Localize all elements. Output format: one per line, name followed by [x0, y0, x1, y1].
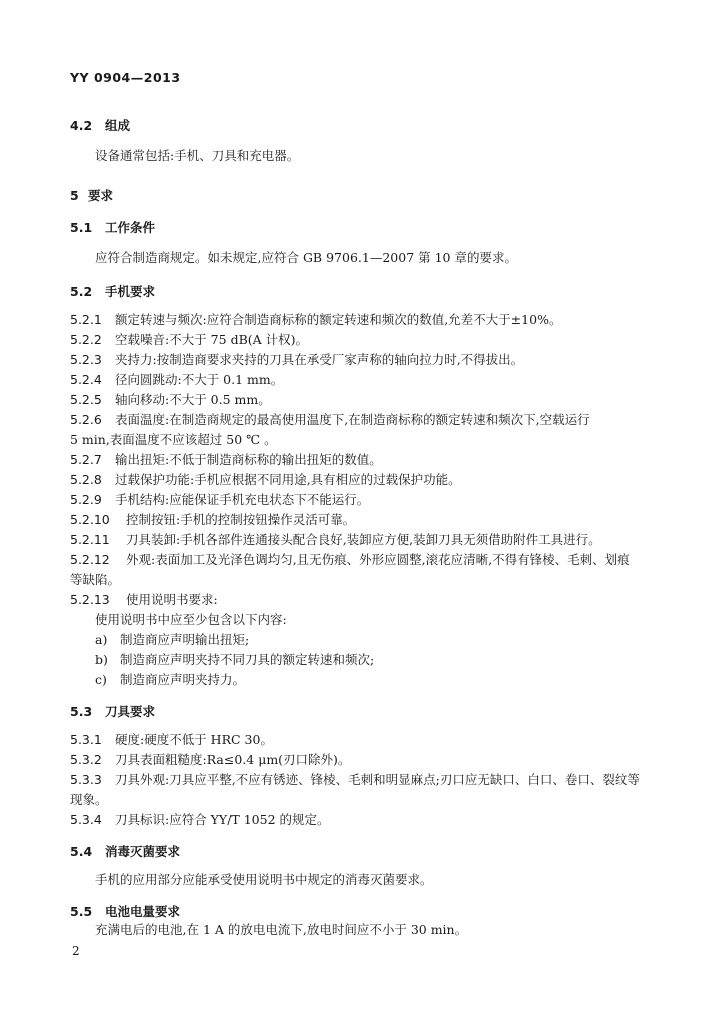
clause-text: 控制按钮:手机的控制按钮操作灵活可靠。	[126, 512, 356, 527]
clause-continuation: 等缺陷。	[70, 572, 121, 587]
list-text: 制造商应声明夹持力。	[120, 672, 246, 687]
clause-5-2-6	[70, 410, 632, 430]
section-number: 5.2	[70, 284, 93, 299]
clause-text: 表面温度:在制造商规定的最高使用温度下,在制造商标称的额定转速和频次下,空载运行	[115, 412, 590, 427]
clause-continuation: 5 min,表面温度不应该超过 50 ℃ 。	[70, 432, 277, 447]
section-number: 5.3	[70, 704, 93, 719]
clause-number: 5.3.4	[70, 812, 102, 827]
clause-5-3-1	[70, 730, 632, 750]
clause-text: 额定转速与频次:应符合制造商标称的额定转速和频次的数值,允差不大于±10%。	[115, 312, 562, 327]
clause-text: 轴向移动:不大于 0.5 mm。	[115, 392, 271, 407]
manual-intro: 使用说明书中应至少包含以下内容:	[95, 612, 287, 627]
section-title: 工作条件	[105, 220, 156, 235]
clause-number: 5.2.4	[70, 372, 102, 387]
list-text: 制造商应声明夹持不同刀具的额定转速和频次;	[120, 652, 375, 667]
clause-5-2-9	[70, 490, 632, 510]
section-number: 4.2	[70, 118, 93, 133]
clause-number: 5.3.1	[70, 732, 102, 747]
section-heading-5-1	[70, 218, 632, 238]
paragraph: 手机的应用部分应能承受使用说明书中规定的消毒灭菌要求。	[95, 872, 433, 887]
clause-number: 5.3.2	[70, 752, 102, 767]
clause-text: 空载噪音:不大于 75 dB(A 计权)。	[115, 332, 309, 347]
section-heading-5-5	[70, 902, 632, 922]
clause-number: 5.2.13	[70, 592, 110, 607]
clause-number: 5.2.6	[70, 412, 102, 427]
clause-number: 5.2.11	[70, 532, 110, 547]
section-title: 刀具要求	[105, 704, 156, 719]
clause-text: 夹持力:按制造商要求夹持的刀具在承受厂家声称的轴向拉力时,不得拔出。	[115, 352, 524, 367]
clause-text: 刀具标识:应符合 YY/T 1052 的规定。	[115, 812, 330, 827]
clause-5-2-10	[70, 510, 632, 530]
list-marker: c)	[95, 672, 107, 687]
section-heading-5-2	[70, 282, 632, 302]
clause-5-2-2	[70, 330, 632, 350]
clause-text: 硬度:硬度不低于 HRC 30。	[115, 732, 273, 747]
clause-number: 5.2.1	[70, 312, 102, 327]
paragraph: 设备通常包括:手机、刀具和充电器。	[95, 148, 300, 163]
clause-number: 5.3.3	[70, 772, 102, 787]
section-heading-5-3	[70, 702, 632, 722]
clause-5-2-11	[70, 530, 632, 550]
clause-number: 5.2.8	[70, 472, 102, 487]
clause-5-2-1	[70, 310, 632, 330]
standard-header: YY 0904—2013	[70, 70, 181, 85]
clause-number: 5.2.5	[70, 392, 102, 407]
clause-continuation: 现象。	[70, 792, 108, 807]
section-number: 5.5	[70, 904, 93, 919]
clause-text: 外观:表面加工及光泽色调均匀,且无伤痕、外形应圆整,滚花应清晰,不得有锋棱、毛刺、划痕	[126, 552, 630, 567]
page-number: 2	[72, 944, 80, 958]
list-item	[95, 670, 657, 690]
clause-5-2-8	[70, 470, 632, 490]
clause-number: 5.2.9	[70, 492, 102, 507]
clause-text: 手机结构:应能保证手机充电状态下不能运行。	[115, 492, 370, 507]
section-title: 组成	[105, 118, 131, 133]
list-text: 制造商应声明输出扭矩;	[120, 632, 250, 647]
clause-text: 过载保护功能:手机应根据不同用途,具有相应的过载保护功能。	[115, 472, 461, 487]
clause-text: 刀具装卸:手机各部件连通接头配合良好,装卸应方便,装卸刀具无须借助附件工具进行。	[126, 532, 601, 547]
clause-number: 5.2.3	[70, 352, 102, 367]
paragraph: 充满电后的电池,在 1 A 的放电电流下,放电时间应不小于 30 min。	[95, 922, 468, 937]
clause-5-3-3	[70, 770, 640, 790]
paragraph: 应符合制造商规定。如未规定,应符合 GB 9706.1—2007 第 10 章的要求。	[95, 250, 517, 265]
clause-5-2-3	[70, 350, 632, 370]
list-item	[95, 650, 657, 670]
list-item	[95, 630, 657, 650]
clause-5-3-4	[70, 810, 632, 830]
clause-5-2-7	[70, 450, 632, 470]
clause-5-2-5	[70, 390, 632, 410]
clause-text: 使用说明书要求:	[126, 592, 218, 607]
section-heading-4-2	[70, 116, 632, 136]
section-heading-5-4	[70, 842, 632, 862]
clause-5-2-12	[70, 550, 632, 570]
clause-number: 5.2.7	[70, 452, 102, 467]
clause-text: 径向圆跳动:不大于 0.1 mm。	[115, 372, 284, 387]
section-number: 5.1	[70, 220, 93, 235]
clause-5-2-4	[70, 370, 632, 390]
section-number: 5.4	[70, 844, 93, 859]
section-title: 电池电量要求	[105, 904, 181, 919]
section-number: 5	[70, 188, 79, 203]
clause-number: 5.2.12	[70, 552, 110, 567]
clause-text: 输出扭矩:不低于制造商标称的输出扭矩的数值。	[115, 452, 382, 467]
section-title: 消毒灭菌要求	[105, 844, 181, 859]
list-marker: b)	[95, 652, 108, 667]
section-title: 要求	[88, 188, 114, 203]
clause-5-3-2	[70, 750, 632, 770]
list-marker: a)	[95, 632, 108, 647]
clause-5-2-13	[70, 590, 632, 610]
section-title: 手机要求	[105, 284, 156, 299]
clause-text: 刀具外观:刀具应平整,不应有锈迹、锋棱、毛刺和明显麻点;刃口应无缺口、白口、卷口、裂纹等	[115, 772, 640, 787]
section-heading-5	[70, 186, 632, 206]
clause-number: 5.2.10	[70, 512, 110, 527]
clause-number: 5.2.2	[70, 332, 102, 347]
clause-text: 刀具表面粗糙度:Ra≤0.4 μm(刃口除外)。	[115, 752, 351, 767]
